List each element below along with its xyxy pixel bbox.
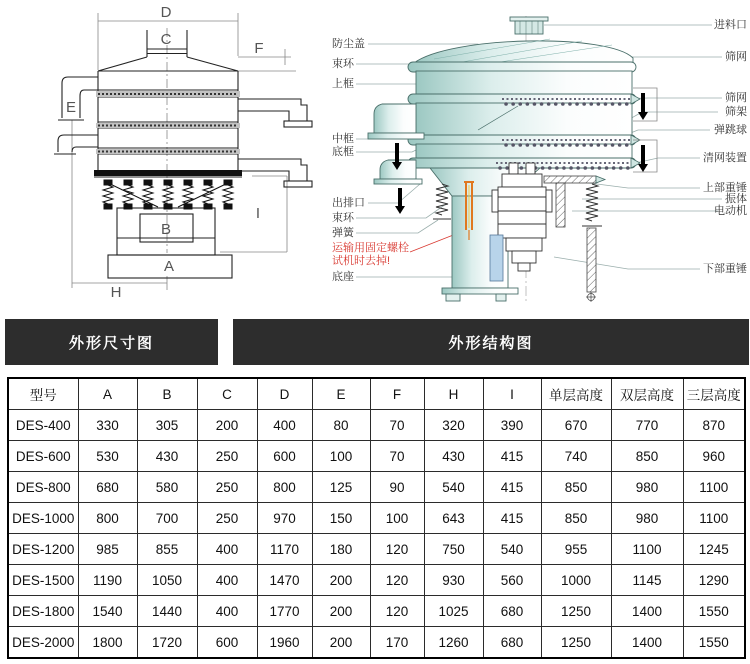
value-cell: 400 xyxy=(197,596,257,627)
table-row xyxy=(8,410,745,441)
callout-middle-frame: 中框 xyxy=(332,133,354,145)
value-cell: 540 xyxy=(424,472,483,503)
value-cell: 200 xyxy=(312,627,370,659)
value-cell: 850 xyxy=(611,441,683,472)
value-cell: 870 xyxy=(683,410,745,441)
callout-feed-inlet: 进料口 xyxy=(714,19,747,31)
value-cell: 700 xyxy=(137,503,197,534)
column-header: 双层高度 xyxy=(611,378,683,410)
value-cell: 1050 xyxy=(137,565,197,596)
value-cell: 430 xyxy=(424,441,483,472)
value-cell: 400 xyxy=(197,534,257,565)
value-cell: 1720 xyxy=(137,627,197,659)
column-header: C xyxy=(197,378,257,410)
value-cell: 70 xyxy=(370,441,424,472)
dimension-diagram xyxy=(8,0,320,315)
table-row xyxy=(8,503,745,534)
model-cell: DES-800 xyxy=(8,472,78,503)
column-header: H xyxy=(424,378,483,410)
value-cell: 250 xyxy=(197,503,257,534)
table-row xyxy=(8,627,745,659)
value-cell: 330 xyxy=(78,410,137,441)
value-cell: 560 xyxy=(483,565,541,596)
value-cell: 1000 xyxy=(541,565,611,596)
callout-upper-weight: 上部重锤 xyxy=(703,182,747,194)
callout-net-cleaning-device: 清网装置 xyxy=(703,152,747,164)
callout-clamp-ring-top: 束环 xyxy=(332,58,354,70)
value-cell: 400 xyxy=(197,565,257,596)
table-row xyxy=(8,596,745,627)
value-cell: 680 xyxy=(483,627,541,659)
value-cell: 985 xyxy=(78,534,137,565)
transport-warning-line2: 试机时去掉! xyxy=(332,255,391,267)
value-cell: 100 xyxy=(312,441,370,472)
column-header: B xyxy=(137,378,197,410)
value-cell: 970 xyxy=(257,503,312,534)
anchor-mark xyxy=(586,292,596,302)
dim-label-E: E xyxy=(65,99,77,116)
callout-lower-weight: 下部重锤 xyxy=(703,263,747,275)
dim-label-A: A xyxy=(163,258,175,275)
value-cell: 320 xyxy=(424,410,483,441)
callout-screen-frame: 筛架 xyxy=(725,106,747,118)
value-cell: 120 xyxy=(370,596,424,627)
value-cell: 1245 xyxy=(683,534,745,565)
dim-label-F: F xyxy=(254,40,264,57)
value-cell: 1250 xyxy=(541,627,611,659)
callout-base: 底座 xyxy=(332,271,354,283)
value-cell: 1145 xyxy=(611,565,683,596)
value-cell: 580 xyxy=(137,472,197,503)
value-cell: 400 xyxy=(257,410,312,441)
value-cell: 850 xyxy=(541,472,611,503)
value-cell: 1190 xyxy=(78,565,137,596)
callout-screen-mesh-2: 筛网 xyxy=(725,92,747,104)
column-header: A xyxy=(78,378,137,410)
value-cell: 1100 xyxy=(683,503,745,534)
value-cell: 120 xyxy=(370,534,424,565)
table-row xyxy=(8,565,745,596)
value-cell: 70 xyxy=(370,410,424,441)
value-cell: 770 xyxy=(611,410,683,441)
value-cell: 1290 xyxy=(683,565,745,596)
value-cell: 540 xyxy=(483,534,541,565)
spec-table-head xyxy=(8,378,745,410)
callout-vibrating-body: 振体 xyxy=(725,193,747,205)
column-header: E xyxy=(312,378,370,410)
spec-table-body xyxy=(8,410,745,659)
value-cell: 1440 xyxy=(137,596,197,627)
callout-bottom-frame: 底框 xyxy=(332,146,354,158)
model-cell: DES-2000 xyxy=(8,627,78,659)
callout-bouncing-ball: 弹跳球 xyxy=(714,124,747,136)
dim-label-B: B xyxy=(160,221,172,238)
section-title-structure: 外形结构图 xyxy=(233,319,749,365)
value-cell: 680 xyxy=(78,472,137,503)
value-cell: 1260 xyxy=(424,627,483,659)
callout-dust-cover: 防尘盖 xyxy=(332,38,365,50)
value-cell: 430 xyxy=(137,441,197,472)
column-header: I xyxy=(483,378,541,410)
value-cell: 1960 xyxy=(257,627,312,659)
value-cell: 600 xyxy=(257,441,312,472)
shade-panel xyxy=(490,235,503,281)
value-cell: 180 xyxy=(312,534,370,565)
value-cell: 670 xyxy=(541,410,611,441)
value-cell: 960 xyxy=(683,441,745,472)
callout-clamp-ring-bottom: 束环 xyxy=(332,212,354,224)
column-header: 三层高度 xyxy=(683,378,745,410)
value-cell: 100 xyxy=(370,503,424,534)
structure-diagram xyxy=(330,0,750,315)
value-cell: 980 xyxy=(611,503,683,534)
value-cell: 125 xyxy=(312,472,370,503)
table-row xyxy=(8,534,745,565)
value-cell: 390 xyxy=(483,410,541,441)
column-header: 型号 xyxy=(8,378,78,410)
value-cell: 980 xyxy=(611,472,683,503)
value-cell: 250 xyxy=(197,472,257,503)
table-row xyxy=(8,441,745,472)
callout-discharge-outlet: 出排口 xyxy=(332,197,365,209)
model-cell: DES-1200 xyxy=(8,534,78,565)
value-cell: 1400 xyxy=(611,627,683,659)
value-cell: 750 xyxy=(424,534,483,565)
value-cell: 200 xyxy=(312,596,370,627)
value-cell: 1400 xyxy=(611,596,683,627)
value-cell: 855 xyxy=(137,534,197,565)
callout-screen-mesh-1: 筛网 xyxy=(725,51,747,63)
spec-table xyxy=(7,377,746,659)
dim-label-I: I xyxy=(255,205,261,222)
springs xyxy=(103,180,233,209)
value-cell: 600 xyxy=(197,627,257,659)
value-cell: 930 xyxy=(424,565,483,596)
model-cell: DES-1500 xyxy=(8,565,78,596)
value-cell: 1170 xyxy=(257,534,312,565)
transport-warning-line1: 运输用固定螺栓 xyxy=(332,242,409,254)
value-cell: 740 xyxy=(541,441,611,472)
model-cell: DES-400 xyxy=(8,410,78,441)
callout-motor: 电动机 xyxy=(714,205,747,217)
value-cell: 415 xyxy=(483,441,541,472)
value-cell: 150 xyxy=(312,503,370,534)
column-header: 单层高度 xyxy=(541,378,611,410)
value-cell: 955 xyxy=(541,534,611,565)
value-cell: 1550 xyxy=(683,627,745,659)
value-cell: 415 xyxy=(483,503,541,534)
value-cell: 680 xyxy=(483,596,541,627)
model-cell: DES-600 xyxy=(8,441,78,472)
value-cell: 643 xyxy=(424,503,483,534)
value-cell: 200 xyxy=(312,565,370,596)
callout-upper-frame: 上框 xyxy=(332,78,354,90)
column-header: D xyxy=(257,378,312,410)
dim-label-D: D xyxy=(160,4,172,21)
bottom-ring xyxy=(94,170,242,176)
callout-spring: 弹簧 xyxy=(332,227,354,239)
value-cell: 800 xyxy=(78,503,137,534)
column-header: F xyxy=(370,378,424,410)
value-cell: 415 xyxy=(483,472,541,503)
model-cell: DES-1000 xyxy=(8,503,78,534)
value-cell: 1025 xyxy=(424,596,483,627)
value-cell: 1550 xyxy=(683,596,745,627)
value-cell: 800 xyxy=(257,472,312,503)
value-cell: 1540 xyxy=(78,596,137,627)
value-cell: 1100 xyxy=(683,472,745,503)
value-cell: 170 xyxy=(370,627,424,659)
value-cell: 850 xyxy=(541,503,611,534)
value-cell: 90 xyxy=(370,472,424,503)
value-cell: 1250 xyxy=(541,596,611,627)
dim-label-H: H xyxy=(110,284,122,301)
value-cell: 200 xyxy=(197,410,257,441)
value-cell: 250 xyxy=(197,441,257,472)
table-row xyxy=(8,472,745,503)
value-cell: 1800 xyxy=(78,627,137,659)
value-cell: 530 xyxy=(78,441,137,472)
value-cell: 305 xyxy=(137,410,197,441)
value-cell: 1100 xyxy=(611,534,683,565)
section-title-dimensions: 外形尺寸图 xyxy=(5,319,218,365)
dim-label-C: C xyxy=(160,31,172,48)
header-row xyxy=(8,378,745,410)
pointer-icon xyxy=(596,176,605,183)
value-cell: 1770 xyxy=(257,596,312,627)
model-cell: DES-1800 xyxy=(8,596,78,627)
value-cell: 1470 xyxy=(257,565,312,596)
value-cell: 80 xyxy=(312,410,370,441)
value-cell: 120 xyxy=(370,565,424,596)
